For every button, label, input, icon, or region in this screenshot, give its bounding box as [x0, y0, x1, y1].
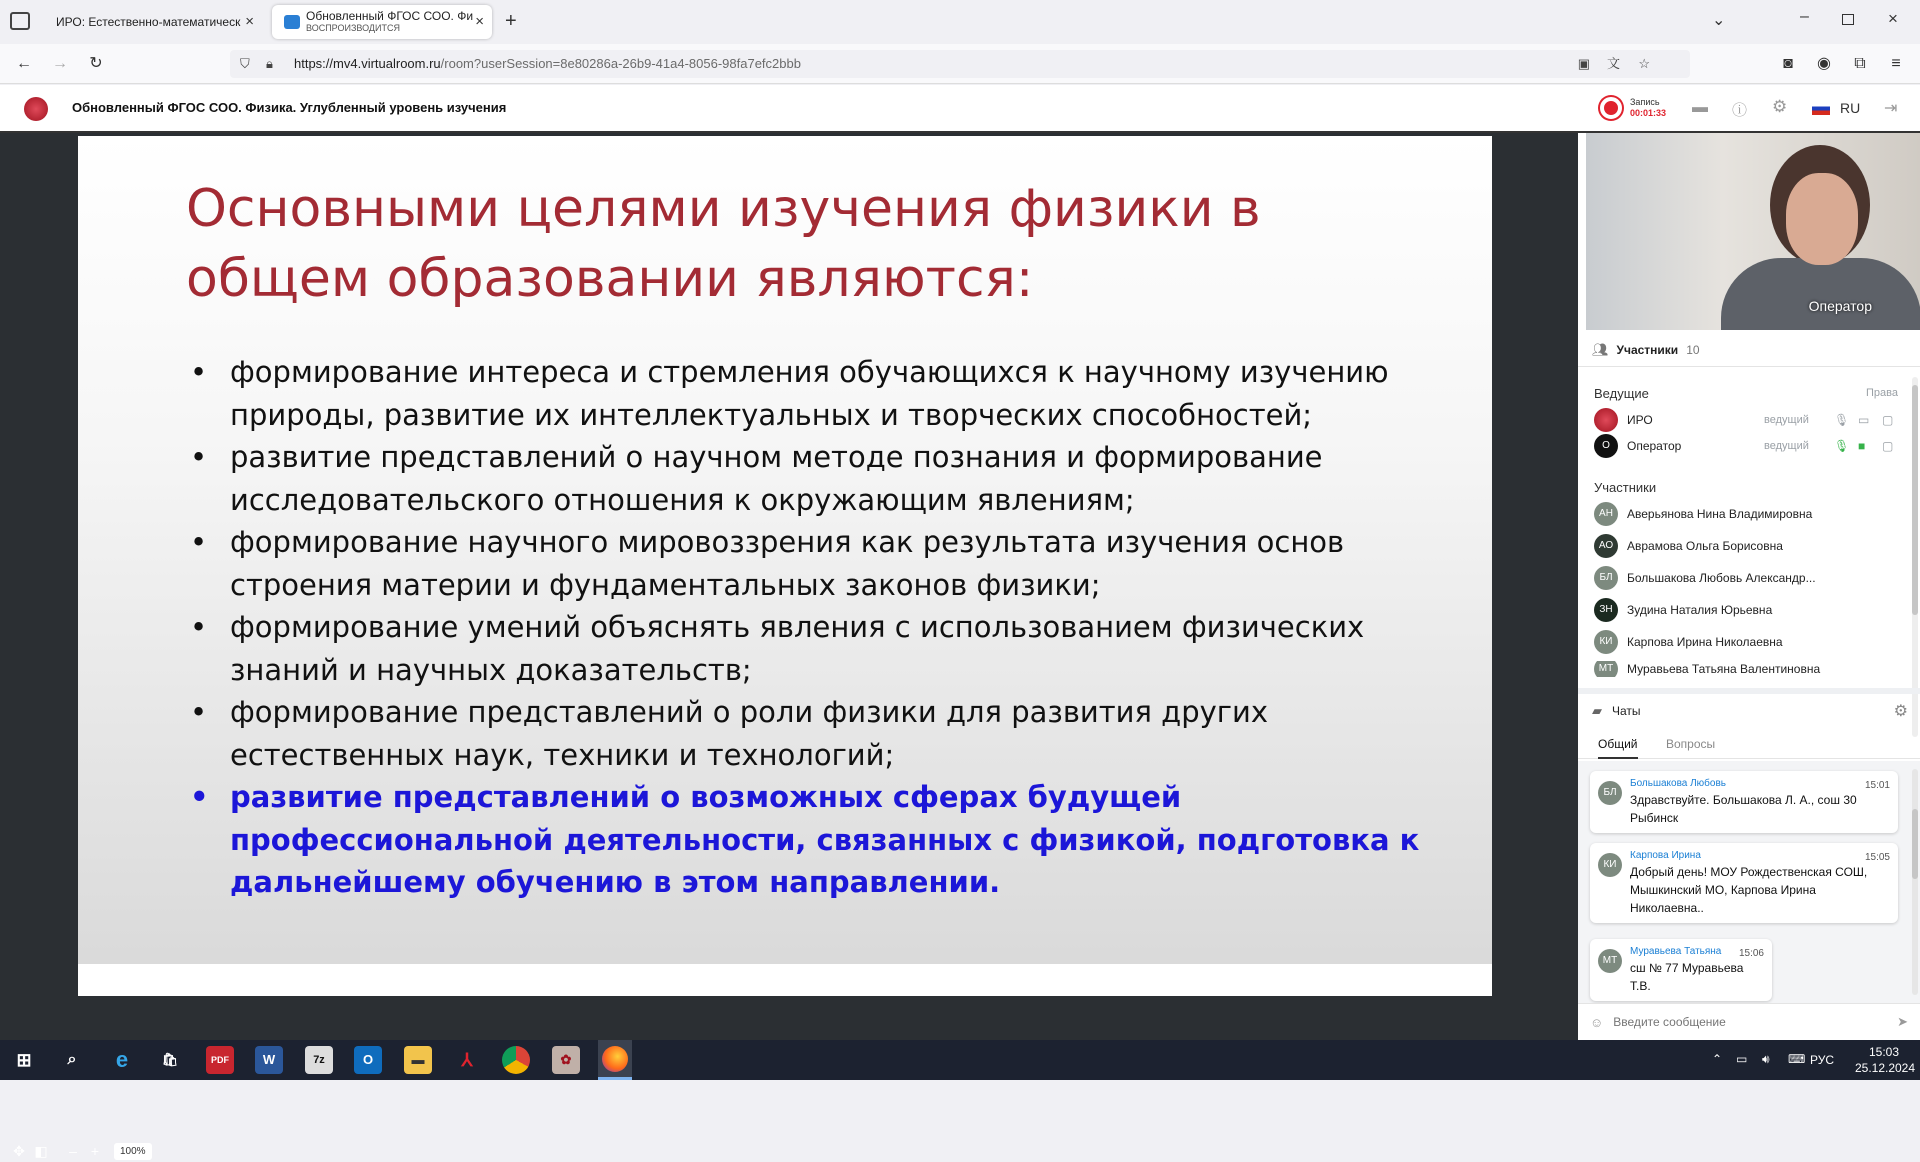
- extensions-icon[interactable]: ⧉: [1854, 55, 1866, 72]
- tab-room[interactable]: [272, 5, 492, 39]
- avatar: [1594, 408, 1618, 432]
- globe-icon: [284, 15, 300, 29]
- move-icon[interactable]: ✥: [13, 1143, 25, 1159]
- language-selector[interactable]: RU: [1840, 100, 1861, 116]
- search-icon[interactable]: ⌕: [67, 1051, 77, 1068]
- chat-scrollbar[interactable]: [1912, 769, 1918, 995]
- tab-general[interactable]: Общий: [1598, 737, 1638, 759]
- new-tab-icon[interactable]: +: [505, 10, 517, 32]
- message-author: Муравьева Татьяна: [1630, 946, 1722, 957]
- message-author: Карпова Ирина: [1630, 850, 1701, 861]
- volume-icon[interactable]: 🔊︎: [1762, 1052, 1770, 1066]
- video-person-body: [1721, 258, 1920, 330]
- participant-name: Зудина Наталия Юрьевна: [1627, 603, 1773, 617]
- iro-app-icon[interactable]: ✿: [552, 1046, 580, 1074]
- word-icon[interactable]: W: [255, 1046, 283, 1074]
- message-author: Большакова Любовь: [1630, 778, 1726, 789]
- chat-tabs: [1578, 729, 1920, 759]
- participant-name: Аверьянова Нина Владимировна: [1627, 507, 1813, 521]
- shield-icon: ⛉: [240, 56, 250, 71]
- keyboard-icon[interactable]: ⌨: [1788, 1052, 1806, 1066]
- rights-label: Права: [1866, 387, 1898, 399]
- firefox-icon[interactable]: [598, 1040, 632, 1080]
- avatar: АО: [1594, 534, 1618, 558]
- reload-icon[interactable]: ↻: [89, 55, 103, 72]
- participant-name: Аврамова Ольга Борисовна: [1627, 539, 1783, 553]
- settings-gear-icon[interactable]: ⚙: [1772, 97, 1788, 116]
- menu-icon[interactable]: ≡: [1891, 55, 1901, 72]
- tab-list-icon[interactable]: [10, 12, 30, 30]
- video-label: Оператор: [1808, 298, 1872, 314]
- record-icon: [1600, 97, 1622, 119]
- video-tile[interactable]: [1586, 133, 1920, 330]
- role-label: ведущий: [1764, 440, 1809, 452]
- participant-row[interactable]: [1594, 501, 1914, 527]
- avatar: ЗН: [1594, 598, 1618, 622]
- zoom-controls: [10, 1140, 152, 1162]
- role-label: ведущий: [1764, 414, 1809, 426]
- record-indicator[interactable]: [1600, 97, 1666, 119]
- avatar: АН: [1594, 502, 1618, 526]
- exit-icon[interactable]: ⇥: [1884, 100, 1898, 117]
- slide-bullet: • формирование научного мировоззрения как результата изучения основ строения материи и фундаментальных законов физики;: [190, 521, 1480, 606]
- mic-on-icon[interactable]: 🎙︎: [1834, 439, 1850, 453]
- close-icon[interactable]: ×: [245, 13, 254, 30]
- camera-off-icon[interactable]: ▭: [1858, 413, 1870, 427]
- members-label: Участники: [1594, 480, 1657, 495]
- back-icon[interactable]: ←: [16, 55, 32, 72]
- avatar: О: [1594, 434, 1618, 458]
- record-time: 00:01:33: [1630, 108, 1667, 118]
- zoom-in-button[interactable]: +: [90, 1143, 100, 1159]
- tab-iro[interactable]: [44, 5, 262, 39]
- avatar: КИ: [1594, 630, 1618, 654]
- chat-header: [1578, 688, 1920, 728]
- chat-input-bar: [1578, 1003, 1920, 1040]
- windows-start-icon[interactable]: ⊞: [16, 1050, 32, 1070]
- os-taskbar: [0, 1040, 1920, 1080]
- lock-icon: 🔒︎: [266, 56, 273, 71]
- close-window-icon[interactable]: ×: [1888, 9, 1898, 28]
- participant-name: Большакова Любовь Александр...: [1627, 571, 1816, 585]
- slide-bullet-list: [190, 351, 1480, 904]
- slide-footer-strip: [78, 964, 1492, 996]
- slide-bullet: • формирование представлений о роли физики для развития других естественных наук, техники и технологий;: [190, 691, 1480, 776]
- chat-title: Чаты: [1612, 704, 1641, 718]
- participant-row[interactable]: [1594, 629, 1914, 655]
- chevron-down-icon[interactable]: ⌄: [1712, 12, 1726, 29]
- message-text: сш № 77 Муравьева Т.В.: [1630, 961, 1744, 993]
- participants-scrollbar[interactable]: [1912, 377, 1918, 737]
- browser-nav-bar: [0, 44, 1920, 84]
- slide-bullet-highlight: • развитие представлений о возможных сферах будущей профессиональной деятельности, связанных с физикой, подготовка к дальнейшему обучению в этом направлении.: [190, 776, 1480, 904]
- clock-date[interactable]: 25.12.2024: [1854, 1061, 1916, 1075]
- address-bar[interactable]: [230, 50, 1690, 78]
- iro-logo: [24, 97, 48, 121]
- russia-flag-icon: [1812, 102, 1830, 115]
- participant-row[interactable]: [1594, 533, 1914, 559]
- network-icon[interactable]: ▭: [1736, 1052, 1748, 1066]
- chat-icon: ▰: [1592, 703, 1602, 718]
- avatar: МТ: [1598, 949, 1622, 973]
- clock-time[interactable]: 15:03: [1868, 1045, 1900, 1059]
- screen-share-icon[interactable]: ▢: [1882, 439, 1894, 453]
- chrome-icon[interactable]: [502, 1046, 530, 1074]
- chat-messages: [1578, 761, 1920, 1003]
- translate-icon[interactable]: 文: [1606, 56, 1620, 71]
- pdf-app-icon[interactable]: PDF: [206, 1046, 234, 1074]
- forward-icon[interactable]: →: [52, 55, 68, 72]
- room-title: Обновленный ФГОС СОО. Физика. Углубленный уровень изучения: [72, 100, 507, 115]
- url-base: https://mv4.virtualroom.ru: [294, 56, 441, 71]
- tab-subtitle: ВОСПРОИЗВОДИТСЯ: [306, 23, 400, 33]
- slide-bullet: • формирование умений объяснять явления с использованием физических знаний и научных доказательств;: [190, 606, 1480, 691]
- right-panel: [1570, 133, 1920, 1040]
- edge-icon[interactable]: e: [115, 1047, 129, 1072]
- account-icon[interactable]: ◉: [1817, 55, 1831, 72]
- maximize-icon[interactable]: [1842, 14, 1854, 25]
- emoji-icon[interactable]: ☺: [1590, 1014, 1604, 1030]
- acrobat-icon[interactable]: ⅄: [461, 1050, 473, 1070]
- chat-message-input[interactable]: [1613, 1015, 1873, 1029]
- outlook-icon[interactable]: O: [354, 1046, 382, 1074]
- picture-in-picture-icon[interactable]: ▣: [1577, 56, 1590, 71]
- app-header: [0, 85, 1920, 133]
- pocket-icon[interactable]: ◙: [1783, 55, 1793, 72]
- avatar: БЛ: [1594, 566, 1618, 590]
- chat-message: [1590, 843, 1898, 923]
- hosts-label: Ведущие: [1594, 386, 1649, 401]
- input-language[interactable]: РУС: [1810, 1053, 1835, 1067]
- message-time: 15:01: [1864, 780, 1890, 791]
- close-icon[interactable]: ×: [475, 13, 484, 30]
- participant-name: ИРО: [1627, 413, 1653, 427]
- participant-row[interactable]: [1594, 661, 1914, 677]
- store-icon[interactable]: 🛍︎: [161, 1052, 179, 1067]
- camera-on-icon[interactable]: ■: [1858, 439, 1866, 453]
- people-icon: 👥︎: [1592, 341, 1609, 357]
- participant-name: Оператор: [1627, 439, 1682, 453]
- screen-share-icon[interactable]: ▢: [1882, 413, 1894, 427]
- tray-chevron-icon[interactable]: ⌃: [1712, 1052, 1723, 1066]
- chat-message: [1590, 771, 1898, 833]
- avatar: МТ: [1594, 661, 1618, 677]
- tab-questions[interactable]: Вопросы: [1666, 737, 1716, 751]
- chat-settings-icon[interactable]: ⚙: [1893, 703, 1908, 720]
- send-icon[interactable]: ➤: [1897, 1014, 1908, 1029]
- participant-name: Карпова Ирина Николаевна: [1627, 635, 1783, 649]
- bookmark-star-icon[interactable]: ☆: [1638, 56, 1650, 71]
- avatar: КИ: [1598, 853, 1622, 877]
- slide-bullet: • формирование интереса и стремления обучающихся к научному изучению природы, развитие их интеллектуальных и творческих способностей;: [190, 351, 1480, 436]
- video-person-face: [1786, 173, 1858, 265]
- browser-tab-bar: [0, 0, 1920, 44]
- fit-width-icon[interactable]: ◧: [34, 1143, 48, 1159]
- message-time: 15:05: [1864, 852, 1890, 863]
- message-text: Добрый день! МОУ Рождественская СОШ, Мышкинский МО, Карпова Ирина Николаевна..: [1630, 865, 1868, 915]
- host-row[interactable]: [1594, 407, 1914, 433]
- message-text: Здравствуйте. Большакова Л. А., сош 30 Рыбинск: [1630, 793, 1857, 825]
- folder-icon[interactable]: ▬: [1692, 99, 1708, 116]
- tab-title: ИРО: Естественно-математическ: [56, 15, 241, 29]
- participants-title: Участники: [1616, 342, 1679, 357]
- participants-count: 10: [1686, 342, 1700, 357]
- chat-message: [1590, 939, 1772, 1001]
- info-icon[interactable]: ⓘ: [1732, 102, 1748, 119]
- slide-title: Основными целями изучения физики в общем образовании являются:: [186, 179, 1261, 309]
- message-time: 15:06: [1738, 948, 1764, 959]
- 7zip-icon[interactable]: 7z: [305, 1046, 333, 1074]
- minimize-icon[interactable]: –: [1800, 8, 1809, 25]
- record-label: Запись: [1630, 97, 1660, 107]
- participant-name: Муравьева Татьяна Валентиновна: [1627, 662, 1821, 676]
- mic-off-icon[interactable]: 🎙︎: [1834, 413, 1850, 427]
- slide-bullet: • развитие представлений о научном методе познания и формирование исследовательского отношения к окружающим явлениям;: [190, 436, 1480, 521]
- participants-header[interactable]: [1578, 333, 1920, 367]
- tab-title: Обновленный ФГОС СОО. Фи: [306, 9, 474, 23]
- zoom-out-button[interactable]: –: [69, 1143, 77, 1159]
- participant-row[interactable]: [1594, 565, 1914, 591]
- avatar: БЛ: [1598, 781, 1622, 805]
- participant-row[interactable]: [1594, 597, 1914, 623]
- host-row[interactable]: [1594, 433, 1914, 459]
- file-explorer-icon[interactable]: ▬: [404, 1046, 432, 1074]
- zoom-level[interactable]: 100%: [114, 1143, 152, 1160]
- url-path: /room?userSession=8e80286a-26b9-41a4-8056-98fa7efc2bbb: [440, 56, 801, 71]
- slide: [78, 136, 1492, 996]
